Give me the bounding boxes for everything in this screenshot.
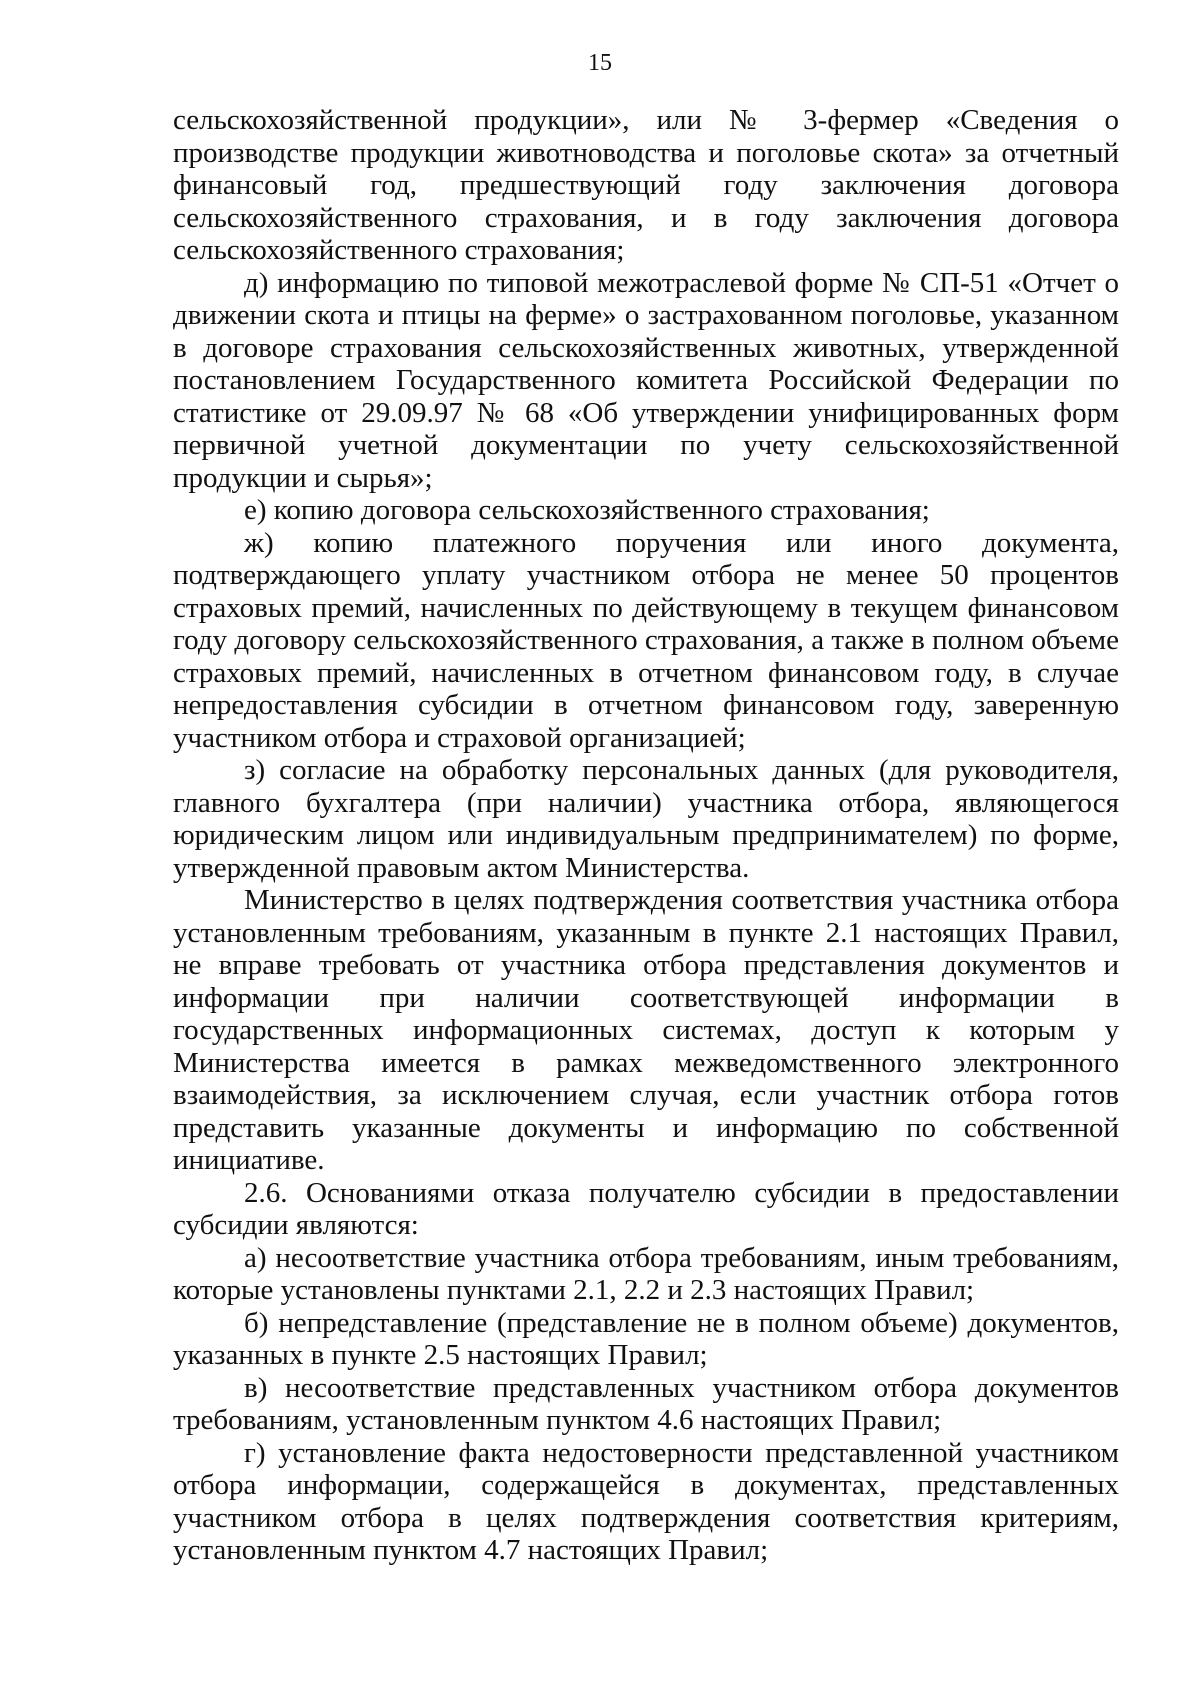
paragraph-ministry-note: Министерство в целях подтверждения соответствия участника отбора установленным требованиям, указанным в пункте 2.1 настоящих Правил, не вправе требовать от участника отбора представления документов и информации при наличии соответствующей информации в государственных информационных системах, доступ к которым у Министерства имеется в рамках межведомственного электронного взаимодействия, за исключением случая, если участник отбора готов представить указанные документы и информацию по собственной инициативе. xyxy=(173,884,1119,1176)
document-body xyxy=(173,104,1119,1567)
paragraph-item-z: з) согласие на обработку персональных данных (для руководителя, главного бухгалтера (при наличии) участника отбора, являющегося юридическим лицом или индивидуальным предпринимателем) по форме, утвержденной правовым актом Министерства. xyxy=(173,754,1119,884)
paragraph-item-g: г) установление факта недостоверности представленной участником отбора информации, содержащейся в документах, представленных участником отбора в целях подтверждения соответствия критериям, установленным пунктом 4.7 настоящих Правил; xyxy=(173,1436,1119,1566)
paragraph-item-a: а) несоответствие участника отбора требованиям, иным требованиям, которые установлены пунктами 2.1, 2.2 и 2.3 настоящих Правил; xyxy=(173,1241,1119,1306)
paragraph-item-b: б) непредставление (представление не в полном объеме) документов, указанных в пункте 2.5 настоящих Правил; xyxy=(173,1306,1119,1371)
paragraph-item-zh: ж) копию платежного поручения или иного документа, подтверждающего уплату участником отбора не менее 50 процентов страховых премий, начисленных по действующему в текущем финансовом году договору сельскохозяйственного страхования, а также в полном объеме страховых премий, начисленных в отчетном финансовом году, в случае непредоставления субсидии в отчетном финансовом году, заверенную участником отбора и страховой организацией; xyxy=(173,526,1119,754)
paragraph-continuation: сельскохозяйственной продукции», или № 3-фермер «Сведения о производстве продукции животноводства и поголовье скота» за отчетный финансовый год, предшествующий году заключения договора сельскохозяйственного страхования, и в году заключения договора сельскохозяйственного страхования; xyxy=(173,104,1119,266)
paragraph-item-v: в) несоответствие представленных участником отбора документов требованиям, установленным пунктом 4.6 настоящих Правил; xyxy=(173,1371,1119,1436)
paragraph-item-e: е) копию договора сельскохозяйственного страхования; xyxy=(244,494,930,526)
paragraph-item-d: д) информацию по типовой межотраслевой форме № СП-51 «Отчет о движении скота и птицы на ферме» о застрахованном поголовье, указанном в договоре страхования сельскохозяйственных животных, утвержденной постановлением Государственного комитета Российской Федерации по статистике от 29.09.97 № 68 «Об утверждении унифицированных форм первичной учетной документации по учету сельскохозяйственной продукции и сырья»; xyxy=(173,266,1119,494)
paragraph-section-2-6: 2.6. Основаниями отказа получателю субсидии в предоставлении субсидии являются: xyxy=(173,1176,1119,1241)
page-number: 15 xyxy=(588,50,612,76)
